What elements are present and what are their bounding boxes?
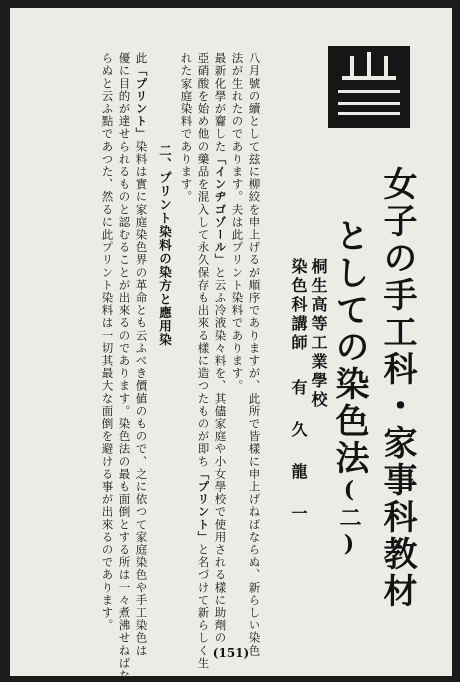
author-affiliation: 桐生高等工業學校 xyxy=(309,258,328,410)
keyword-print-2: 「プリント」 xyxy=(134,64,149,141)
emblem-logo xyxy=(328,46,410,128)
author-role: 染色科講師 xyxy=(289,258,308,353)
section-heading: 二、プリント染料の染方と應用染 xyxy=(157,144,173,347)
body-line-5: れた家庭染料であります。 xyxy=(179,52,194,204)
body-line-6-text-b: 染料は實に家庭染色界の革命とも云ふべき價値のもので、之に依つて家庭染色や手工染色は xyxy=(134,140,149,657)
body-line-3-text-a: 最新化學が齎した xyxy=(213,52,228,153)
article-title-line-1: 女子の手工科・家事科教材 xyxy=(377,166,417,610)
document-page xyxy=(10,8,452,682)
author-byline xyxy=(290,258,306,547)
body-line-8: らぬと云ふ點であつた、然るに此プリント染料は一切其最大な面倒を避ける事が出來るのであります。 xyxy=(100,52,115,632)
body-line-3-text-b: と云ふ冷液染々料を、其儘家庭や小女學校で使用される樣に助劑の xyxy=(213,266,228,645)
body-line-2: 法が生れたのであります。夫は此プリント染料であります。 xyxy=(230,52,245,393)
body-line-4-text-b: と名づけて新らしく生 xyxy=(196,543,211,670)
body-line-3 xyxy=(214,52,226,644)
title-part-number: (二) xyxy=(336,477,362,560)
keyword-print: 「プリント」 xyxy=(196,467,211,544)
page-number: (151) xyxy=(212,646,250,660)
body-line-6 xyxy=(135,52,147,657)
body-line-4 xyxy=(197,52,209,669)
article-title-line-2 xyxy=(329,218,369,560)
keyword-indigosol: 「インヂゴゾール」 xyxy=(213,152,228,267)
body-line-1: 八月號の續として玆に柳絞を申上げるが順序でありますが、此所で皆樣に申上げねばならぬ、新らしい染色 xyxy=(247,52,262,657)
body-line-6-text-a: 此 xyxy=(134,52,149,65)
title-line-2-text: としての染色法 xyxy=(329,218,369,477)
author-name: 有久龍一 xyxy=(289,379,308,547)
body-line-4-text-a: 亞硝酸を始め他の藥品を混入して永久保存も出來る樣に造つたものが即ち xyxy=(196,52,211,468)
body-line-7: 優に目的が達せられるものと認むることが出來るのであります。染色法の最も面倒とする所は一々煮沸せねばな xyxy=(117,52,132,682)
